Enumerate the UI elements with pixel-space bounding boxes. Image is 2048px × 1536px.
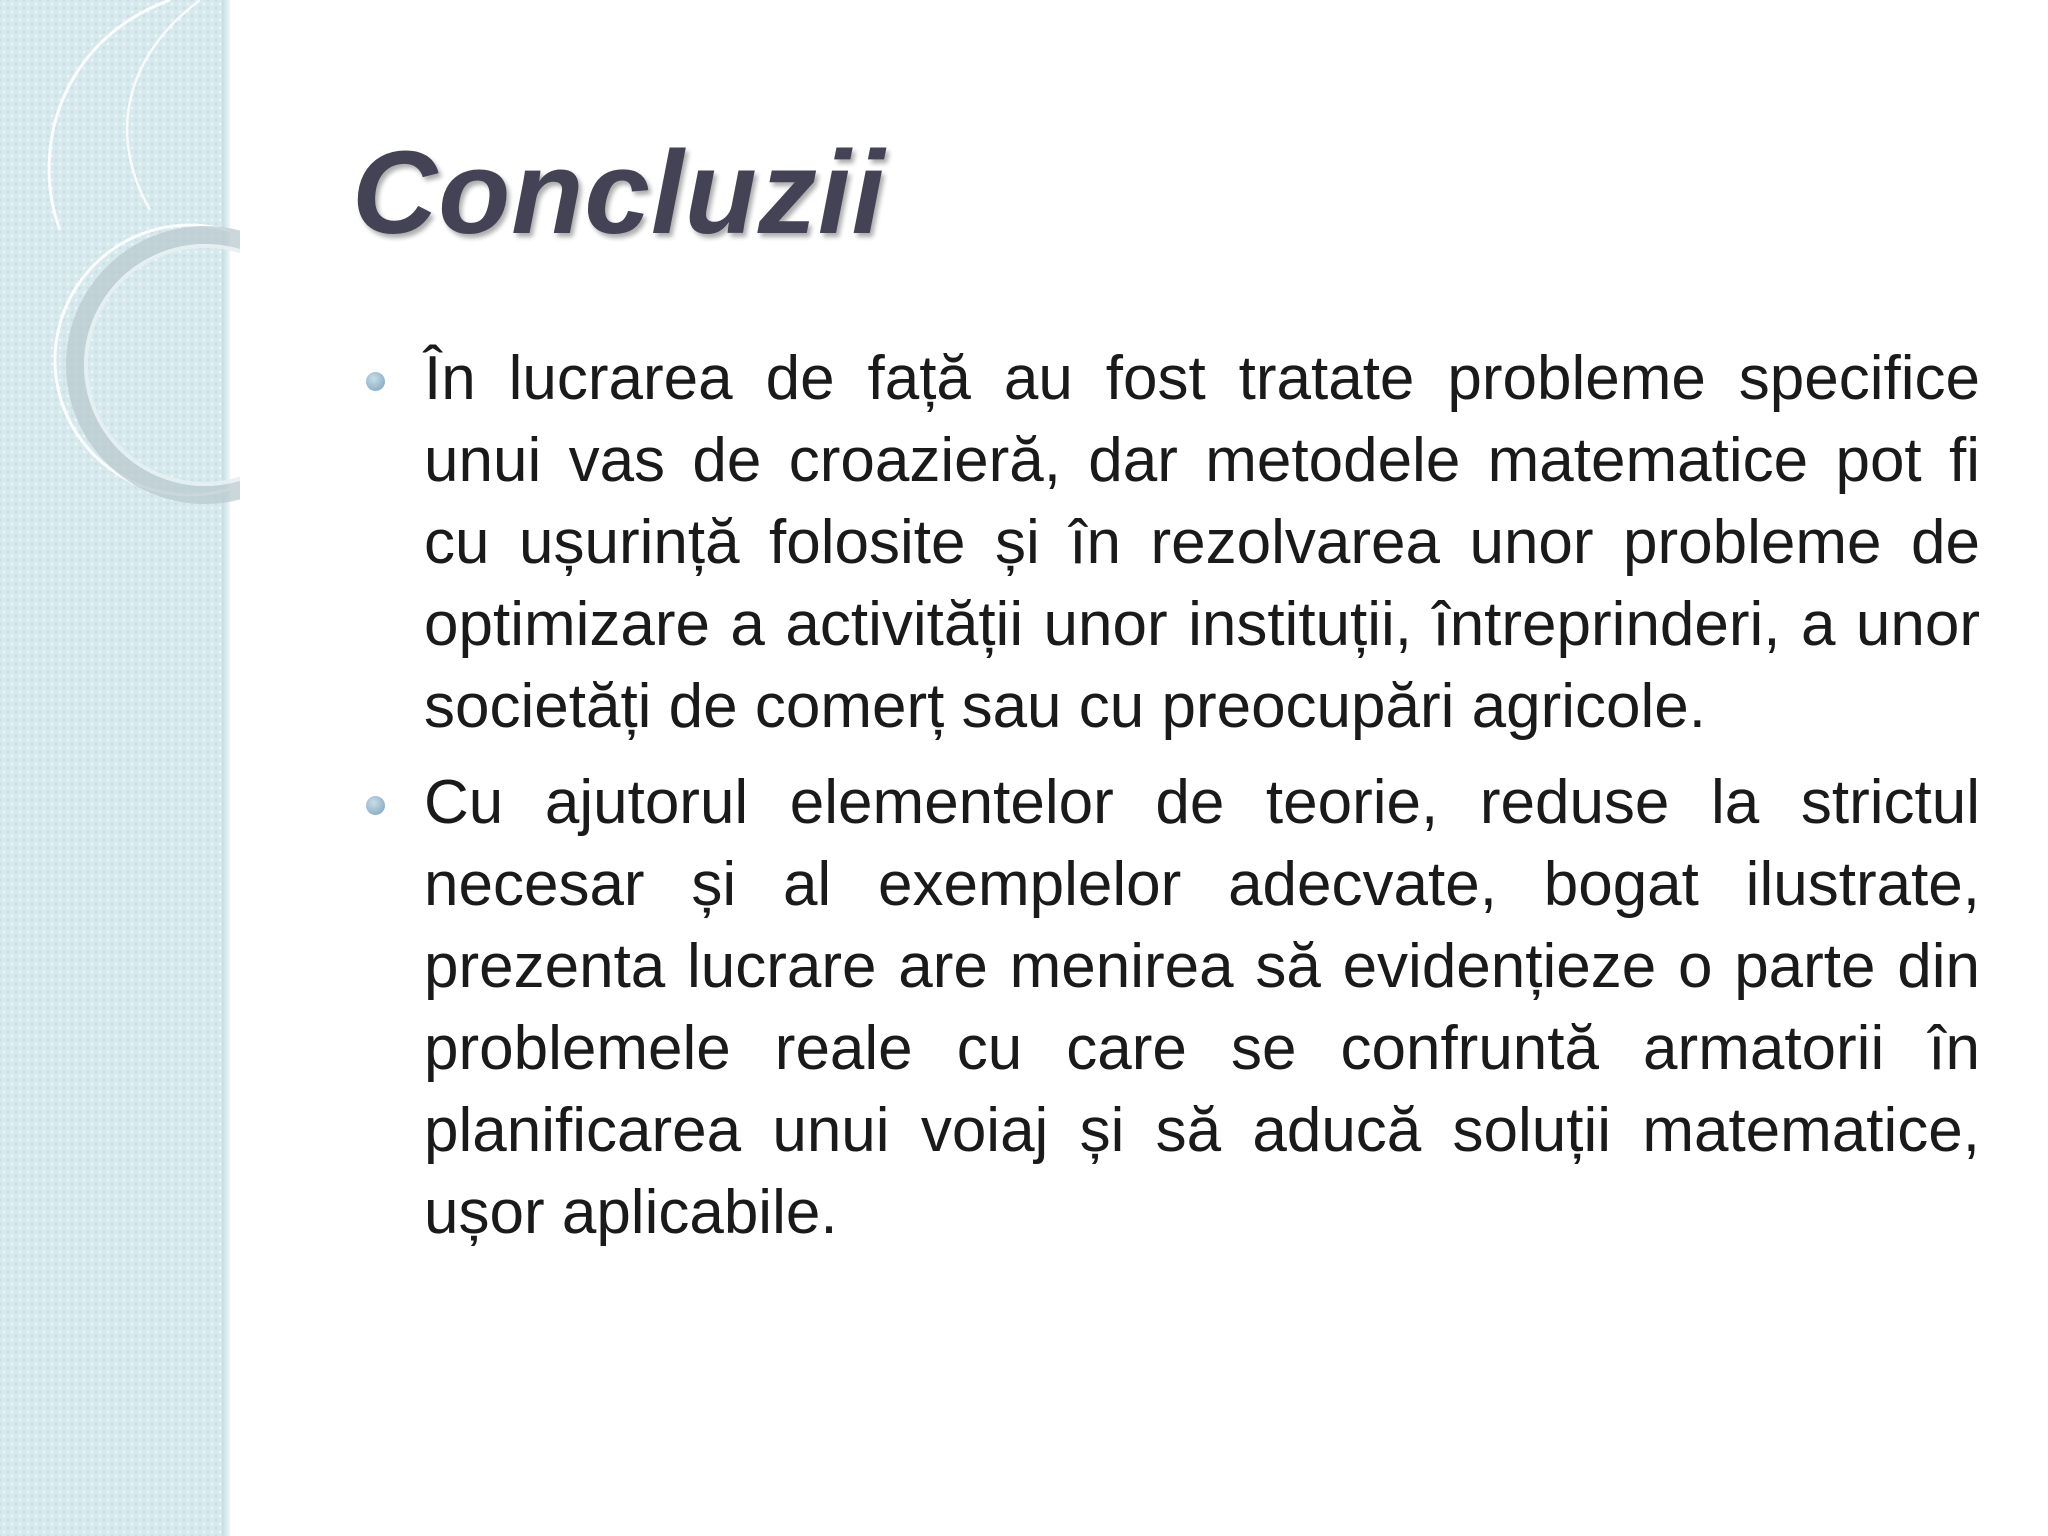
bullet-item — [366, 338, 1980, 748]
bullet-text: În lucrarea de față au fost tratate probleme specifice unui vas de croazieră, dar metodele matematice pot fi cu ușurință folosite și în rezolvarea unor probleme de optimizare a activității unor instituții, întreprinderi, a unor societăți de comerț sau cu preocupări agricole. — [424, 344, 1980, 741]
bullet-list — [366, 338, 1980, 1268]
bullet-dot-icon — [366, 372, 385, 391]
bullet-dot-icon — [366, 796, 385, 815]
decorative-arcs — [0, 0, 240, 520]
bullet-item — [366, 762, 1980, 1254]
bullet-text: Cu ajutorul elementelor de teorie, reduse la strictul necesar și al exemplelor adecvate, bogat ilustrate, prezenta lucrare are menirea să evidențieze o parte din problemele reale cu care se confruntă armatorii în planificarea unui voiaj și să aducă soluții matematice, ușor aplicabile. — [424, 768, 1980, 1247]
slide-title: Concluzii — [352, 127, 886, 259]
